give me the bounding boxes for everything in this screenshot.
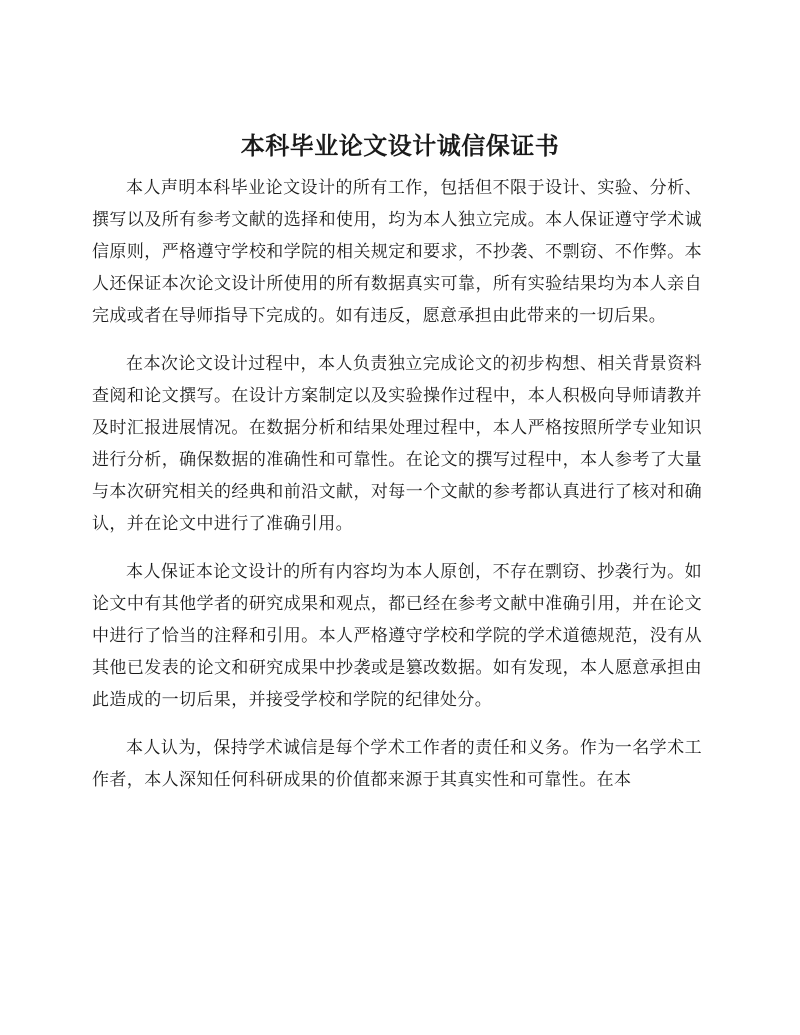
paragraph-2: 在本次论文设计过程中，本人负责独立完成论文的初步构想、相关背景资料查阅和论文撰写。在设计方案制定以及实验操作过程中，本人积极向导师请教并及时汇报进展情况。在数据分析和结果处理过程中，本人严格按照所学专业知识进行分析，确保数据的准确性和可靠性。在论文的撰写过程中，本人参考了大量与本次研究相关的经典和前沿文献，对每一个文献的参考都认真进行了核对和确认，并在论文中进行了准确引用。 xyxy=(92,354,702,534)
document-title: 本科毕业论文设计诚信保证书 xyxy=(240,132,560,160)
paragraph-1: 本人声明本科毕业论文设计的所有工作，包括但不限于设计、实验、分析、撰写以及所有参考文献的选择和使用，均为本人独立完成。本人保证遵守学术诚信原则，严格遵守学校和学院的相关规定和要求，不抄袭、不剽窃、不作弊。本人还保证本次论文设计所使用的所有数据真实可靠，所有实验结果均为本人亲自完成或者在导师指导下完成的。如有违反，愿意承担由此带来的一切后果。 xyxy=(92,178,702,326)
paragraph-4: 本人认为，保持学术诚信是每个学术工作者的责任和义务。作为一名学术工作者，本人深知任何科研成果的价值都来源于其真实性和可靠性。在本 xyxy=(92,738,702,790)
document-body xyxy=(92,172,702,812)
paragraph-3: 本人保证本论文设计的所有内容均为本人原创，不存在剽窃、抄袭行为。如论文中有其他学者的研究成果和观点，都已经在参考文献中准确引用，并在论文中进行了恰当的注释和引用。本人严格遵守学校和学院的学术道德规范，没有从其他已发表的论文和研究成果中抄袭或是篡改数据。如有发现，本人愿意承担由此造成的一切后果，并接受学校和学院的纪律处分。 xyxy=(92,562,702,710)
